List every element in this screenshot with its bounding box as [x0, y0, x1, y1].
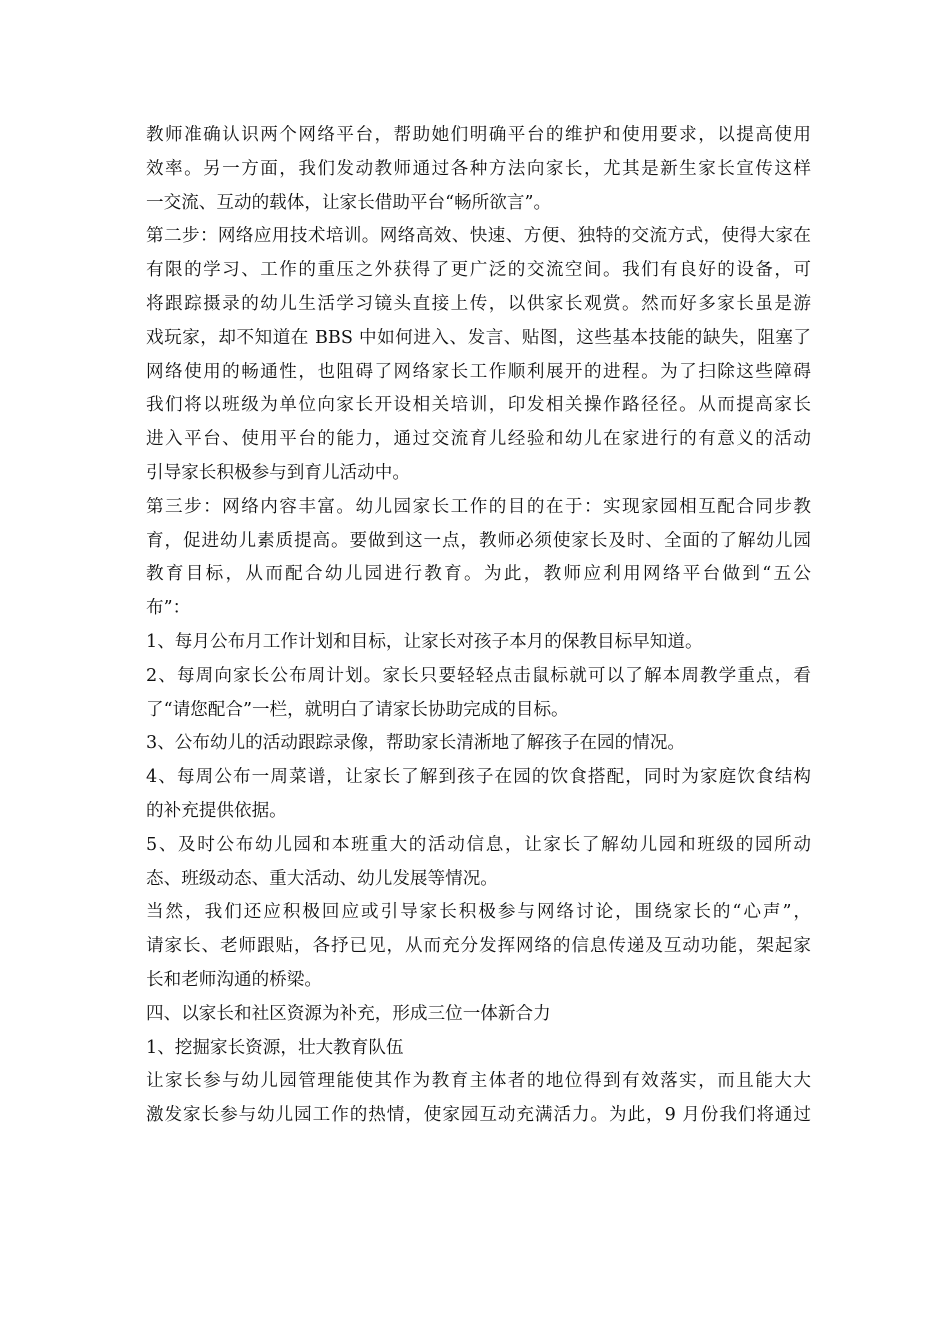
text-line: 激发家长参与幼儿园工作的热情，使家园互动充满活力。为此，9 月份我们将通过 — [146, 1105, 811, 1126]
text-line: 将跟踪摄录的幼儿生活学习镜头直接上传，以供家长观赏。然而好多家长虽是游 — [146, 293, 811, 314]
text-line: 一交流、互动的载体，让家长借助平台“畅所欲言”。 — [146, 192, 552, 213]
text-line: 让家长参与幼儿园管理能使其作为教育主体者的地位得到有效落实，而且能大大 — [146, 1071, 811, 1092]
text-line: 第二步：网络应用技术培训。网络高效、快速、方便、独特的交流方式，使得大家在 — [146, 226, 811, 247]
text-line: 效率。另一方面，我们发动教师通过各种方法向家长，尤其是新生家长宣传这样 — [146, 158, 811, 179]
text-line: 了“请您配合”一栏，就明白了请家长协助完成的目标。 — [146, 699, 569, 720]
subsection-heading: 1、挖掘家长资源，壮大教育队伍 — [146, 1037, 404, 1058]
text-line: 戏玩家，却不知道在 BBS 中如何进入、发言、贴图，这些基本技能的缺失，阻塞了 — [146, 327, 811, 348]
text-line: 态、班级动态、重大活动、幼儿发展等情况。 — [146, 868, 498, 889]
text-line: 2、每周向家长公布周计划。家长只要轻轻点击鼠标就可以了解本周教学重点，看 — [146, 665, 811, 686]
text-line: 请家长、老师跟贴，各抒已见，从而充分发挥网络的信息传递及互动功能，架起家 — [146, 936, 811, 957]
document-body — [146, 119, 811, 1133]
text-line: 的补充提供依据。 — [146, 800, 287, 821]
text-line: 长和老师沟通的桥梁。 — [146, 969, 322, 990]
text-line: 布”： — [146, 598, 191, 619]
text-line: 进入平台、使用平台的能力，通过交流育儿经验和幼儿在家进行的有意义的活动 — [146, 429, 811, 450]
text-line: 当然，我们还应积极回应或引导家长积极参与网络讨论，围绕家长的“心声”， — [146, 902, 811, 923]
text-line: 引导家长积极参与到育儿活动中。 — [146, 462, 410, 483]
text-line: 网络使用的畅通性，也阻碍了网络家长工作顺利展开的进程。为了扫除这些障碍 — [146, 361, 811, 382]
text-line: 教育目标，从而配合幼儿园进行教育。为此，教师应利用网络平台做到“五公 — [146, 564, 811, 585]
text-line: 有限的学习、工作的重压之外获得了更广泛的交流空间。我们有良好的设备，可 — [146, 260, 811, 281]
text-line: 育，促进幼儿素质提高。要做到这一点，教师必须使家长及时、全面的了解幼儿园 — [146, 530, 811, 551]
text-line: 我们将以班级为单位向家长开设相关培训，印发相关操作路径径。从而提高家长 — [146, 395, 811, 416]
text-line: 5、及时公布幼儿园和本班重大的活动信息，让家长了解幼儿园和班级的园所动 — [146, 834, 811, 855]
text-line: 4、每周公布一周菜谱，让家长了解到孩子在园的饮食搭配，同时为家庭饮食结构 — [146, 767, 811, 788]
text-line: 3、公布幼儿的活动跟踪录像，帮助家长清淅地了解孩子在园的情况。 — [146, 733, 686, 754]
text-line: 第三步：网络内容丰富。幼儿园家长工作的目的在于：实现家园相互配合同步教 — [146, 496, 811, 517]
text-line: 1、每月公布月工作计划和目标，让家长对孩子本月的保教目标早知道。 — [146, 631, 703, 652]
text-line: 教师准确认识两个网络平台，帮助她们明确平台的维护和使用要求，以提高使用 — [146, 125, 811, 145]
section-heading: 四、以家长和社区资源为补充，形成三位一体新合力 — [146, 1003, 551, 1024]
